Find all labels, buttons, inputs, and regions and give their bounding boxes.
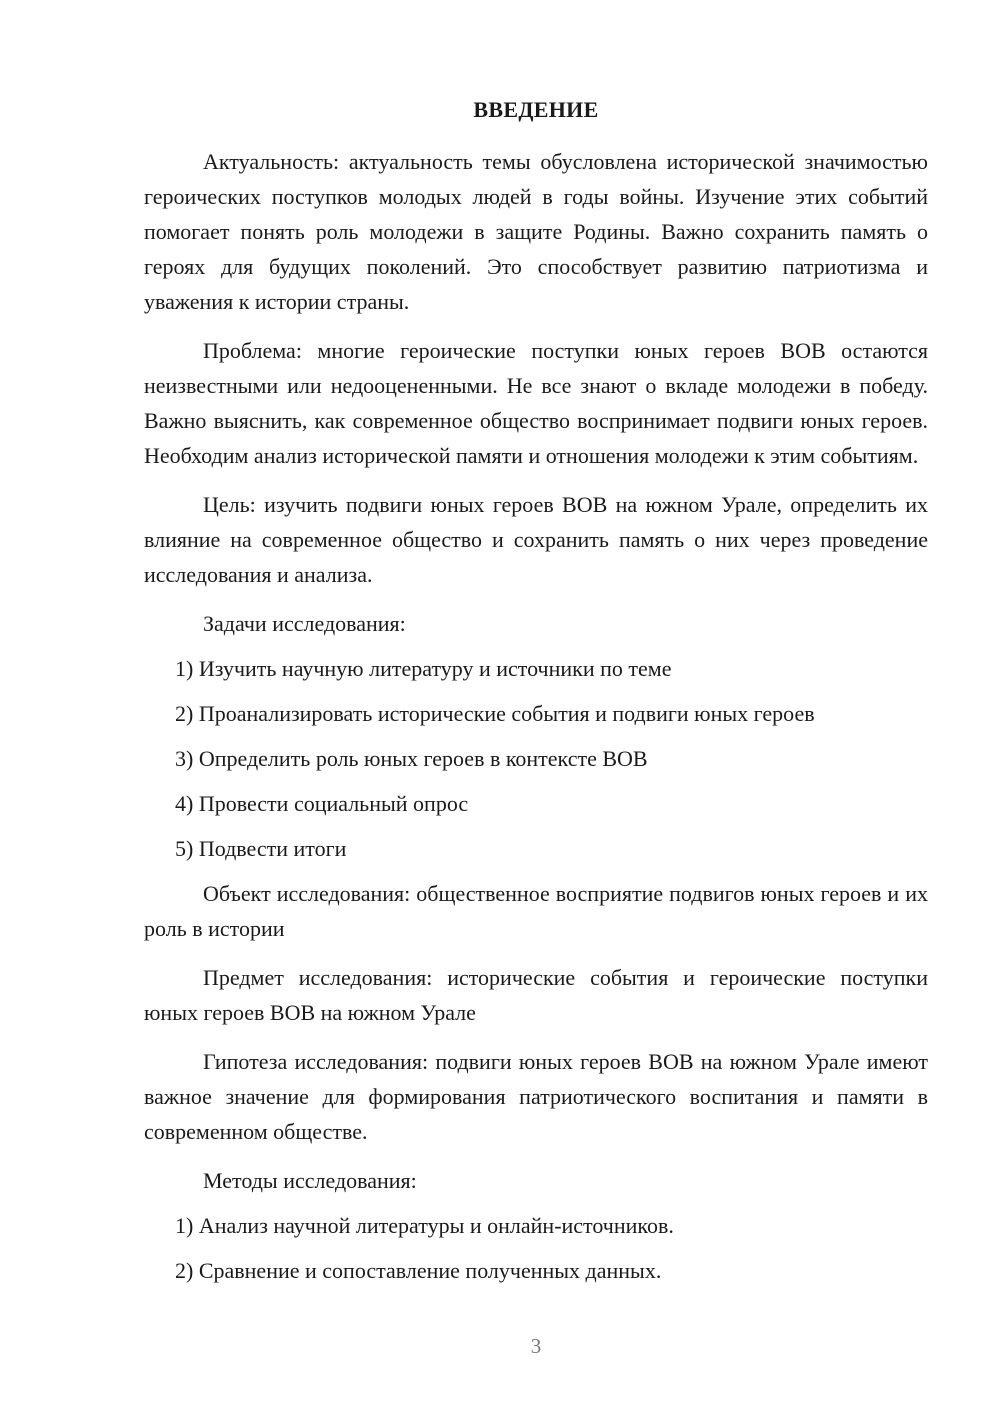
tasks-label: Задачи исследования: (203, 611, 406, 636)
methods-label: Методы исследования: (203, 1168, 417, 1193)
paragraph-hypothesis: Гипотеза исследования: подвиги юных героев ВОВ на южном Урале имеют важное значение для формирования патриотического воспитания и памяти в современном обществе. (144, 1049, 928, 1144)
paragraph-problem: Проблема: многие героические поступки юных героев ВОВ остаются неизвестными или недооцененными. Не все знают о вкладе молодежи в победу. Важно выяснить, как современное общество воспринимает подвиги юных героев. Необходим анализ исторической памяти и отношения молодежи к этим событиям. (144, 338, 928, 468)
list-item-task-1: 1) Изучить научную литературу и источники по теме (175, 656, 672, 681)
page-content (144, 96, 928, 1298)
list-item-task-5: 5) Подвести итоги (175, 836, 347, 861)
list-item-task-3: 3) Определить роль юных героев в контексте ВОВ (175, 746, 648, 771)
page-title: ВВЕДЕНИЕ (473, 97, 599, 122)
list-item-method-1: 1) Анализ научной литературы и онлайн-источников. (175, 1213, 674, 1238)
paragraph-object: Объект исследования: общественное восприятие подвигов юных героев и их роль в истории (144, 881, 928, 941)
paragraph-goal: Цель: изучить подвиги юных героев ВОВ на южном Урале, определить их влияние на современное общество и сохранить память о них через проведение исследования и анализа. (144, 492, 928, 587)
list-item-task-4: 4) Провести социальный опрос (175, 791, 469, 816)
methods-list (144, 1208, 928, 1288)
paragraph-subject: Предмет исследования: исторические события и героические поступки юных героев ВОВ на южном Урале (144, 965, 928, 1025)
tasks-list (144, 651, 928, 866)
paragraph-relevance: Актуальность: актуальность темы обусловлена исторической значимостью героических поступков молодых людей в годы войны. Изучение этих событий помогает понять роль молодежи в защите Родины. Важно сохранить память о героях для будущих поколений. Это способствует развитию патриотизма и уважения к истории страны. (144, 149, 928, 314)
list-item-task-2: 2) Проанализировать исторические события и подвиги юных героев (175, 701, 815, 726)
list-item-method-2: 2) Сравнение и сопоставление полученных данных. (175, 1258, 662, 1283)
page-number: 3 (530, 1334, 542, 1358)
